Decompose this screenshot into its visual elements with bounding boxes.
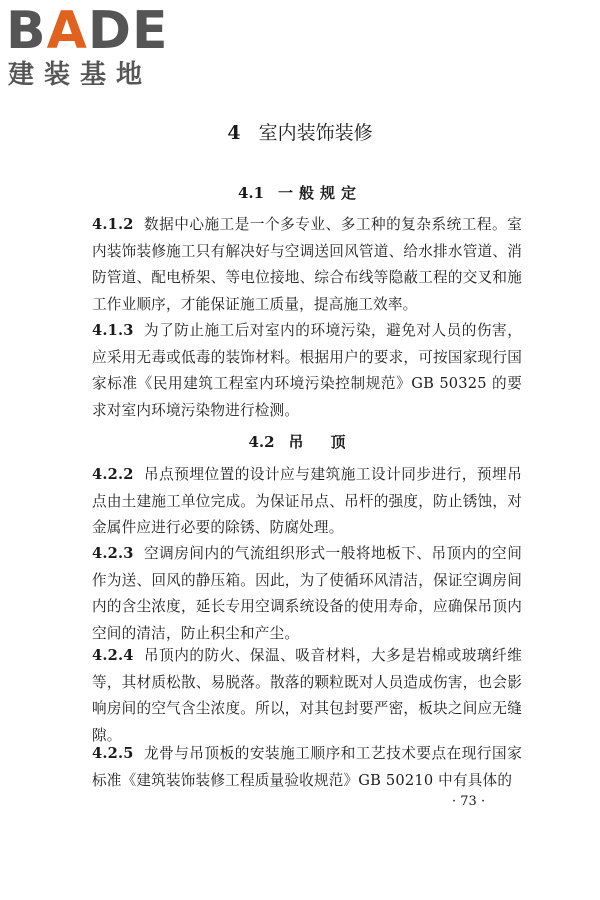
clause-number: 4.2.5 [92, 745, 134, 762]
section-title: 一般规定 [278, 184, 363, 202]
chapter-heading [0, 120, 600, 146]
clause-text: 为了防止施工后对室内的环境污染，避免对人员的伤害，应采用无毒或低毒的装饰材料。根据用户的要求，可按国家现行国家标准《民用建筑工程室内环境污染控制规范》GB 50325 的要求对室内环境污染物进行检测。 [92, 322, 522, 419]
clause-number: 4.1.2 [92, 216, 134, 233]
clause-text: 数据中心施工是一个多专业、多工种的复杂系统工程。室内装饰装修施工只有解决好与空调送回风管道、给水排水管道、消防管道、配电桥架、等电位接地、综合布线等隐蔽工程的交叉和施工作业顺序，才能保证施工质量，提高施工效率。 [92, 216, 522, 313]
section-title: 吊 顶 [288, 433, 352, 451]
section-heading [0, 182, 600, 204]
clause-paragraph [92, 643, 522, 749]
clause-number: 4.2.3 [92, 545, 134, 562]
clause-paragraph [92, 318, 522, 424]
clause-text: 空调房间内的气流组织形式一般将地板下、吊顶内的空间作为送、回风的静压箱。因此，为了使循环风清洁，保证空调房间内的含尘浓度，延长专用空调系统设备的使用寿命，应确保吊顶内空间的清洁，防止积尘和产尘。 [92, 545, 522, 642]
clause-text: 吊点预埋位置的设计应与建筑施工设计同步进行，预埋吊点由土建施工单位完成。为保证吊点、吊杆的强度，防止锈蚀，对金属件应进行必要的除锈、防腐处理。 [92, 466, 522, 537]
clause-text: 龙骨与吊顶板的安装施工顺序和工艺技术要点在现行国家标准《建筑装饰装修工程质量验收规范》GB 50210 中有具体的 [92, 745, 522, 789]
section-number: 4.2 [248, 433, 275, 451]
clause-text: 吊顶内的防火、保温、吸音材料，大多是岩棉或玻璃纤维等，其材质松散、易脱落。散落的颗粒既对人员造成伤害，也会影响房间的空气含尘浓度。所以，对其包封要严密，板块之间应无缝隙。 [92, 647, 522, 744]
clause-number: 4.1.3 [92, 322, 134, 339]
section-number: 4.1 [237, 184, 265, 202]
clause-paragraph [92, 212, 522, 318]
logo-subtitle: 建装基地 [8, 60, 153, 90]
section-heading [0, 431, 600, 453]
logo-wordmark: BADE [6, 1, 169, 61]
chapter-title: 室内装饰装修 [258, 122, 373, 144]
brand-logo [6, 1, 176, 94]
clause-paragraph [92, 741, 522, 794]
clause-paragraph [92, 462, 522, 542]
clause-number: 4.2.2 [92, 466, 134, 483]
page-number: · 73 · [452, 794, 486, 809]
clause-number: 4.2.4 [92, 647, 134, 664]
clause-paragraph [92, 541, 522, 647]
logo-accent-letter: A [46, 1, 88, 61]
chapter-number: 4 [227, 122, 241, 144]
